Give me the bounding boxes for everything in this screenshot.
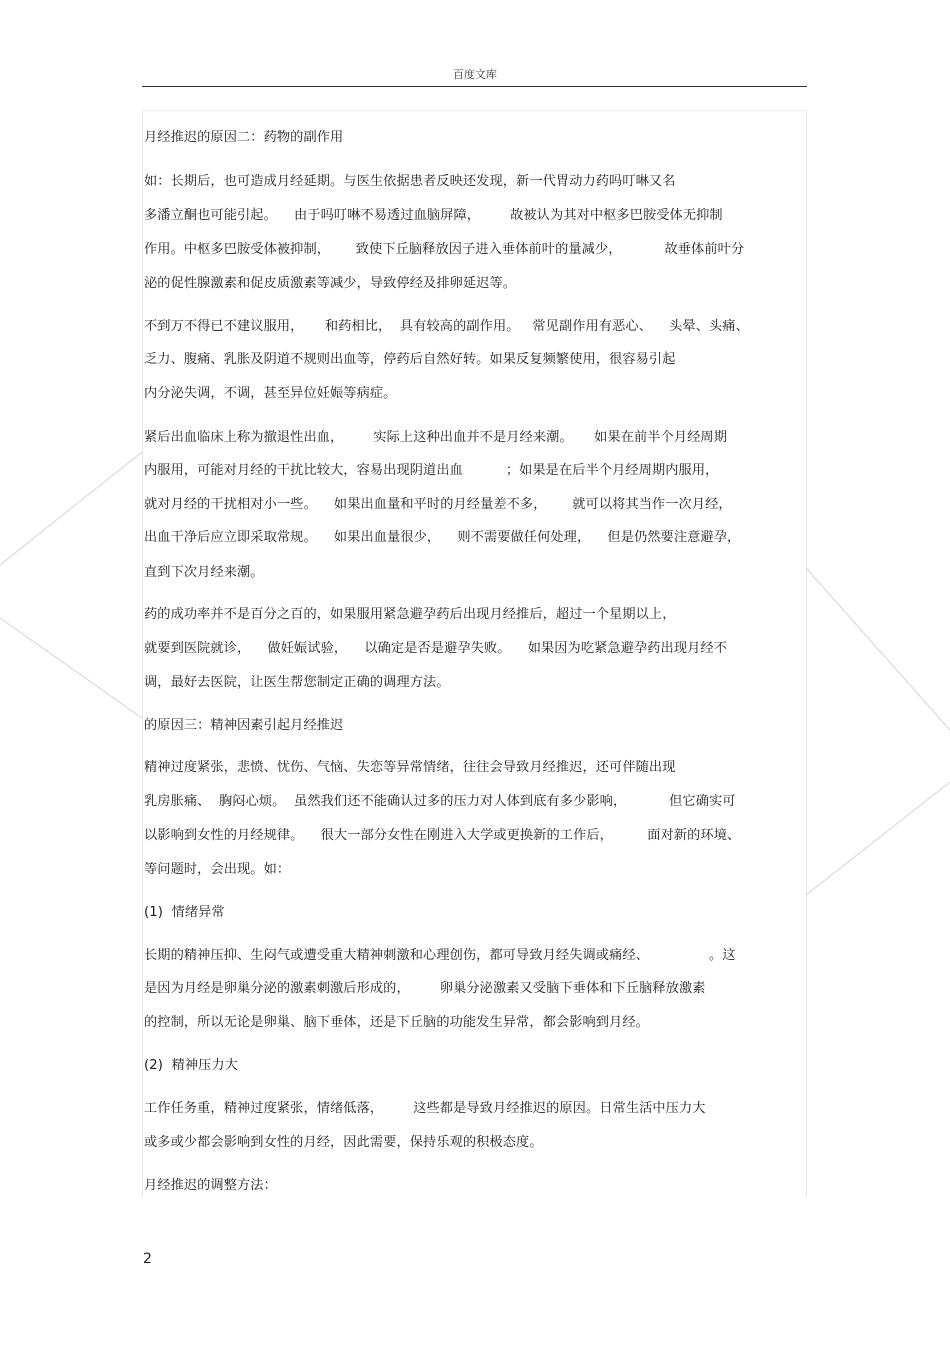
subsection-heading: (1) 情绪异常 xyxy=(144,905,225,920)
text-line: 精神过度紧张，悲愤、忧伤、气恼、失恋等异常情绪，往往会导致月经推迟，还可伴随出现 xyxy=(144,760,676,775)
text-line: 以影响到女性的月经规律。 很大一部分女性在刚进入大学或更换新的工作后， 面对新的环境、 xyxy=(144,828,741,843)
text-line: 乳房胀痛、 胸闷心烦。 虽然我们还不能确认过多的压力对人体到底有多少影响， 但它确实可 xyxy=(144,794,736,809)
text-line: 多潘立酮也可能引起。 由于吗叮啉不易透过血脑屏障， 故被认为其对中枢多巴胺受体无抑制 xyxy=(144,208,723,223)
text-line: 作用。中枢多巴胺受体被抑制， 致使下丘脑释放因子进入垂体前叶的量减少， 故垂体前叶分 xyxy=(144,242,745,257)
page-number: 2 xyxy=(143,1251,152,1267)
section-heading: 的原因三：精神因素引起月经推迟 xyxy=(144,718,344,733)
text-line: 内服用，可能对月经的干扰比较大，容易出现阴道出血 ；如果是在后半个月经周期内服用， xyxy=(144,463,719,478)
text-line: 药的成功率并不是百分之百的，如果服用紧急避孕药后出现月经推后，超过一个星期以上， xyxy=(144,607,676,622)
text-line: 直到下次月经来潮。 xyxy=(144,565,264,580)
text-line: 就要到医院就诊， 做妊娠试验， 以确定是否是避孕失败。 如果因为吃紧急避孕药出现月经不 xyxy=(144,641,727,656)
text-line: 就对月经的干扰相对小一些。 如果出血量和平时的月经量差不多， 就可以将其当作一次月经， xyxy=(144,497,732,512)
text-line: 长期的精神压抑、生闷气或遭受重大精神刺激和心理创伤，都可导致月经失调或痛经、 。这 xyxy=(144,948,736,963)
text-line: 是因为月经是卵巢分泌的激素刺激后形成的， 卵巢分泌激素又受脑下垂体和下丘脑释放激素 xyxy=(144,981,706,996)
text-line: 乏力、腹痛、乳胀及阴道不规则出血等，停药后自然好转。如果反复频繁使用，很容易引起 xyxy=(144,352,676,367)
text-line: 工作任务重，精神过度紧张，情绪低落， 这些都是导致月经推迟的原因。日常生活中压力大 xyxy=(144,1101,706,1116)
text-line: 或多或少都会影响到女性的月经，因此需要，保持乐观的积极态度。 xyxy=(144,1135,543,1150)
text-line: 如：长期后，也可造成月经延期。与医生依据患者反映还发现，新一代胃动力药吗叮啉又名 xyxy=(144,174,676,189)
text-line: 的控制，所以无论是卵巢、脑下垂体，还是下丘脑的功能发生异常，都会影响到月经。 xyxy=(144,1015,649,1030)
text-line: 内分泌失调，不调，甚至异位妊娠等病症。 xyxy=(144,386,397,401)
text-line: 不到万不得已不建议服用， 和药相比， 具有较高的副作用。 常见副作用有恶心、 头晕、头痛、 xyxy=(144,319,749,334)
text-line: 泌的促性腺激素和促皮质激素等减少，导致停经及排卵延迟等。 xyxy=(144,276,517,291)
text-line: 调，最好去医院，让医生帮您制定正确的调理方法。 xyxy=(144,675,450,690)
text-line: 出血干净后应立即采取常规。 如果出血量很少， 则不需要做任何处理， 但是仍然要注意避孕， xyxy=(144,530,741,545)
text-line: 等问题时，会出现。如： xyxy=(144,862,291,877)
section-heading: 月经推迟的调整方法： xyxy=(144,1178,277,1193)
subsection-heading: (2) 精神压力大 xyxy=(144,1058,239,1073)
text-line: 月经推迟的原因二：药物的副作用 xyxy=(144,130,344,145)
header-title: 百度文库 xyxy=(453,68,497,81)
text-line: 紧后出血临床上称为撤退性出血， 实际上这种出血并不是月经来潮。 如果在前半个月经周期 xyxy=(144,430,727,445)
